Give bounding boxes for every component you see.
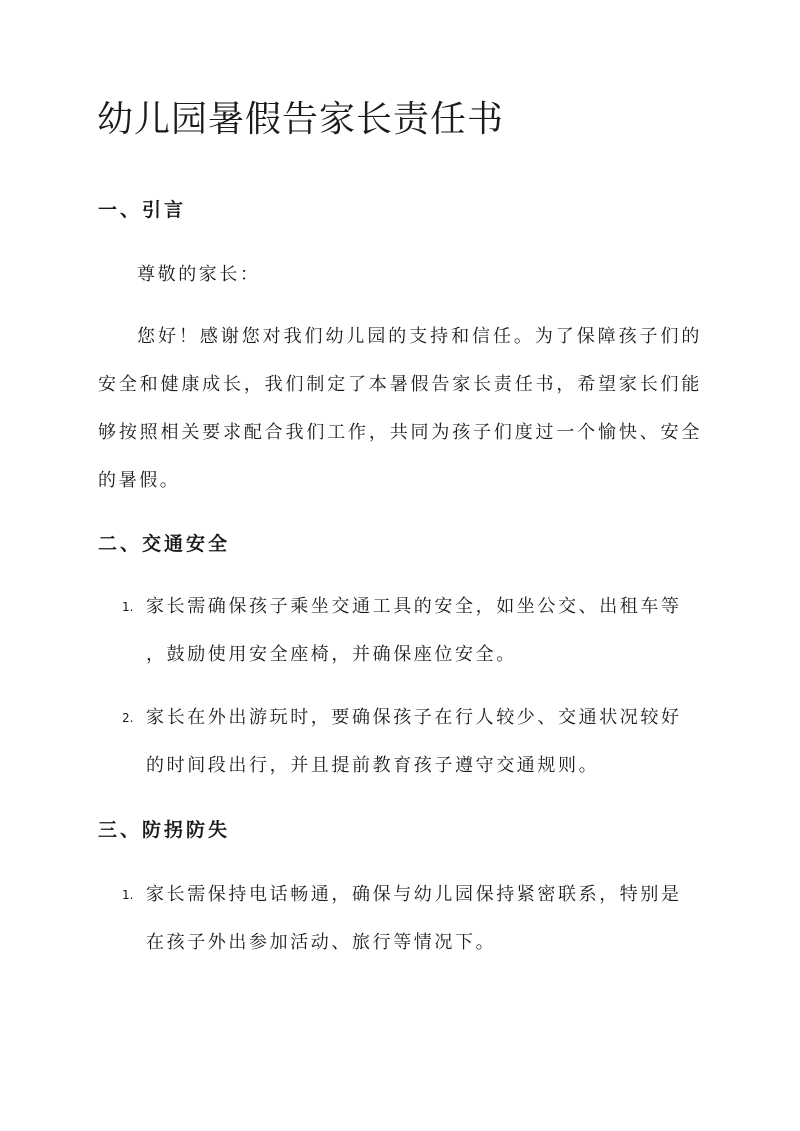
section-heading-intro: 一、引言	[98, 199, 187, 221]
list-item	[122, 583, 702, 679]
list-item	[122, 694, 702, 790]
list-number: 2.	[122, 711, 134, 725]
salutation: 尊敬的家长：	[137, 264, 261, 285]
list-number: 1.	[122, 600, 134, 614]
list-item-line: 家长需确保孩子乘坐交通工具的安全，如坐公交、出租车等	[146, 596, 682, 617]
list-item	[122, 871, 702, 967]
list-item-line: 家长需保持电话畅通，确保与幼儿园保持紧密联系，特别是	[146, 884, 682, 905]
section-heading-traffic-safety: 二、交通安全	[98, 533, 231, 555]
list-number: 1.	[122, 888, 134, 902]
intro-paragraph: 您好！感谢您对我们幼儿园的支持和信任。为了保障孩子们的安全和健康成长，我们制定了本暑假告家长责任书，希望家长们能够按照相关要求配合我们工作，共同为孩子们度过一个愉快、安全的暑假。	[98, 326, 702, 491]
list-item-line: 家长在外出游玩时，要确保孩子在行人较少、交通状况较好	[146, 707, 682, 728]
list-item-line: ，鼓励使用安全座椅，并确保座位安全。	[146, 644, 517, 665]
section-heading-anti-abduction: 三、防拐防失	[98, 819, 231, 841]
list-item-line: 在孩子外出参加活动、旅行等情况下。	[146, 932, 497, 953]
document-title: 幼儿园暑假告家长责任书	[97, 99, 505, 140]
list-item-line: 的时间段出行，并且提前教育孩子遵守交通规则。	[146, 755, 600, 776]
